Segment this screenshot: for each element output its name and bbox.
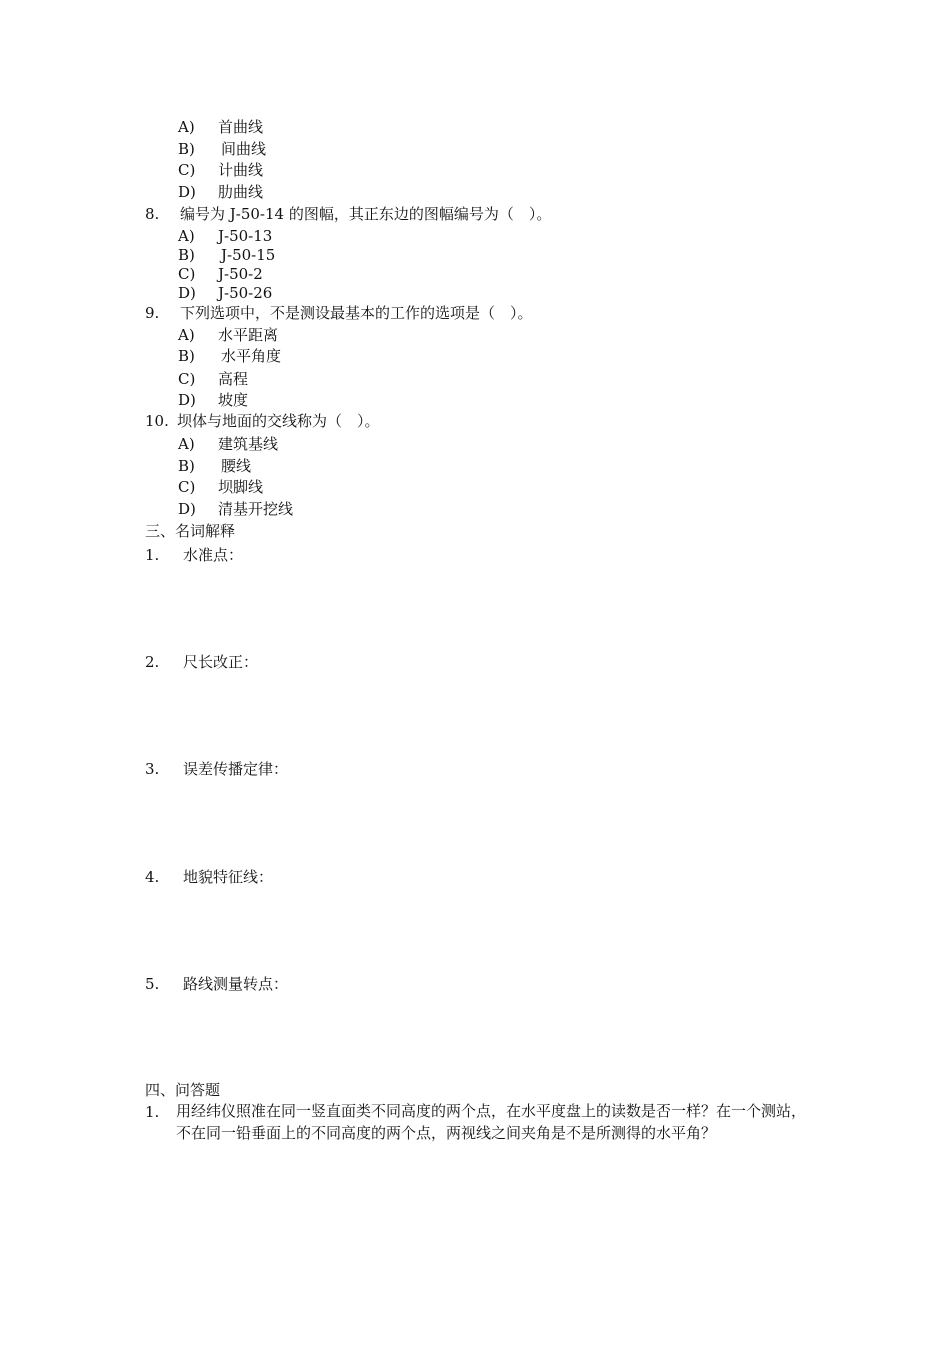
option-text: 建筑基线 — [218, 435, 279, 453]
option-text: 坝脚线 — [218, 478, 264, 496]
option-letter: C) — [178, 161, 196, 179]
item-number: 2. — [145, 653, 160, 671]
qa-item-1-text: 用经纬仪照准在同一竖直面类不同高度的两个点，在水平度盘上的读数是否一样？在一个测站，不在同一铅垂面上的不同高度的两个点，两视线之间夹角是不是所测得的水平角？ — [176, 1102, 807, 1142]
option-letter: D) — [178, 391, 196, 409]
section-heading: 三、名词解释 — [145, 522, 236, 540]
option-letter: D) — [178, 183, 196, 201]
item-text: 地貌特征线： — [183, 868, 274, 886]
item-text: 路线测量转点： — [183, 975, 289, 993]
option-text: J-50-2 — [218, 265, 263, 283]
question-text: 编号为 J-50-14 的图幅，其正东边的图幅编号为（ ）。 — [180, 205, 552, 223]
option-text: 腰线 — [221, 457, 252, 475]
option-text: J-50-26 — [218, 284, 273, 302]
option-text: J-50-13 — [218, 227, 273, 245]
option-letter: A) — [178, 326, 195, 344]
option-text: 水平角度 — [221, 347, 282, 365]
option-letter: C) — [178, 370, 196, 388]
item-text: 水准点： — [183, 546, 244, 564]
option-text: 间曲线 — [221, 140, 267, 158]
option-letter: A) — [178, 227, 195, 245]
item-number: 1. — [145, 546, 160, 564]
option-text: J-50-15 — [221, 246, 276, 264]
option-text: 肋曲线 — [218, 183, 264, 201]
item-number: 3. — [145, 760, 160, 778]
option-text: 水平距离 — [218, 326, 279, 344]
option-letter: B) — [178, 140, 195, 158]
item-number: 1. — [145, 1103, 160, 1121]
section-heading: 四、问答题 — [145, 1081, 221, 1099]
option-letter: B) — [178, 246, 195, 264]
item-text: 误差传播定律： — [183, 760, 289, 778]
item-number: 5. — [145, 975, 160, 993]
option-text: 计曲线 — [218, 161, 264, 179]
option-letter: A) — [178, 118, 195, 136]
option-letter: B) — [178, 457, 195, 475]
option-letter: C) — [178, 478, 196, 496]
item-number: 4. — [145, 868, 160, 886]
question-text: 下列选项中，不是测设最基本的工作的选项是（ ）。 — [180, 304, 533, 322]
option-text: 坡度 — [218, 391, 249, 409]
question-number: 9. — [145, 304, 160, 322]
option-letter: A) — [178, 435, 195, 453]
option-text: 高程 — [218, 370, 249, 388]
question-number: 10. — [145, 412, 169, 430]
option-text: 清基开挖线 — [218, 500, 294, 518]
question-number: 8. — [145, 205, 160, 223]
option-letter: D) — [178, 284, 196, 302]
option-text: 首曲线 — [218, 118, 264, 136]
item-text: 尺长改正： — [183, 653, 259, 671]
option-letter: B) — [178, 347, 195, 365]
option-letter: D) — [178, 500, 196, 518]
question-text: 坝体与地面的交线称为（ ）。 — [177, 412, 380, 430]
option-letter: C) — [178, 265, 196, 283]
